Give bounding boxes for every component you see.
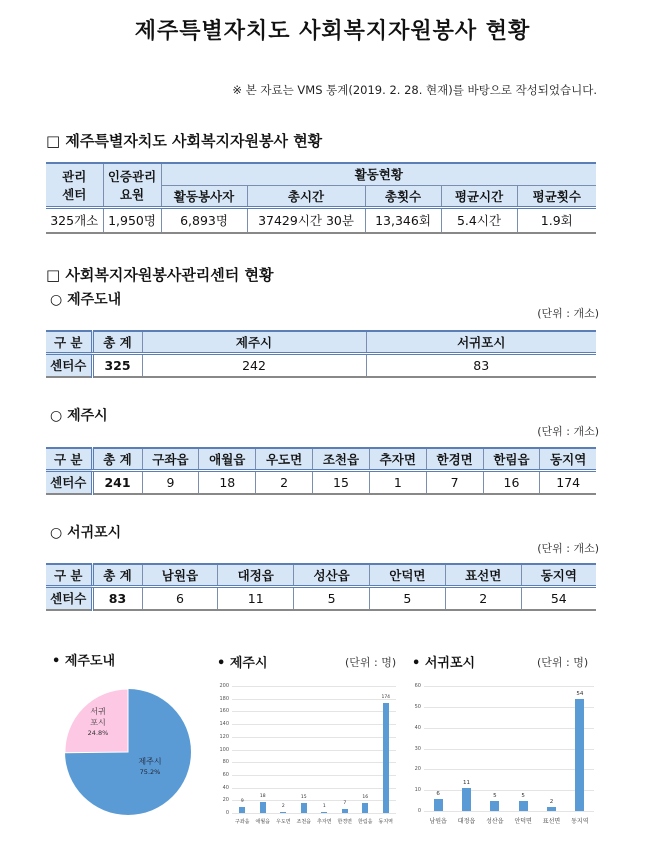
bar <box>280 812 286 813</box>
header-pyoseon: 표선면 <box>445 564 521 586</box>
pie-label-seogwipo <box>80 706 116 739</box>
cell-udo: 2 <box>256 470 313 494</box>
subheading-jeju-si: ○ 제주시 <box>50 408 108 424</box>
y-tick-label: 30 <box>414 745 421 752</box>
pie-pct-seogwipo: 24.8% <box>87 729 109 737</box>
bar <box>239 807 245 813</box>
header-andeok: 안덕면 <box>369 564 445 586</box>
header-namwon: 남원읍 <box>142 564 218 586</box>
page-title: 제주특별자치도 사회복지자원봉사 현황 <box>134 19 531 44</box>
subheading-seogwipo-si: ○ 서귀포시 <box>50 525 122 541</box>
jeju-bar-chart <box>219 682 400 825</box>
gridline <box>232 813 396 814</box>
cell-andeok: 5 <box>369 586 445 610</box>
cell-dong: 54 <box>521 586 596 610</box>
row-label: 센터수 <box>46 470 92 494</box>
cell-pyoseon: 2 <box>445 586 521 610</box>
header-hallim: 한림읍 <box>483 448 540 470</box>
y-tick-label: 180 <box>219 695 229 702</box>
seogwipo-bar-title: • 서귀포시 <box>412 656 476 671</box>
seogwipo-bar-chart <box>410 682 595 827</box>
cell-total: 325 <box>92 353 142 377</box>
header-hangyeong: 한경면 <box>426 448 483 470</box>
cell-total-hours: 37429시간 30분 <box>247 207 365 233</box>
cell-volunteers: 6,893명 <box>161 207 247 233</box>
cell-hangyeong: 7 <box>426 470 483 494</box>
y-tick-label: 20 <box>414 766 421 773</box>
gridline <box>424 707 594 708</box>
header-category: 구 분 <box>46 564 92 586</box>
bar <box>490 801 499 811</box>
x-axis-label: 남원읍 <box>429 818 447 825</box>
cell-jocheon: 15 <box>313 470 370 494</box>
header-avg-hours: 평균시간 <box>441 185 517 207</box>
bar <box>321 812 327 813</box>
cell-total-count: 13,346회 <box>365 207 441 233</box>
cell-daejeong: 11 <box>218 586 294 610</box>
header-seongsan: 성산읍 <box>294 564 370 586</box>
bar <box>575 699 584 812</box>
pie-label-jeju <box>130 756 170 778</box>
bar-value-label: 5 <box>521 792 525 799</box>
section-heading-overview: □ 제주특별자치도 사회복지자원봉사 현황 <box>46 132 323 150</box>
gridline <box>424 790 594 791</box>
jeju-bar-title: • 제주시 <box>217 656 268 671</box>
section-heading-centers: □ 사회복지자원봉사관리센터 현황 <box>46 266 274 284</box>
x-axis-label: 동지역 <box>571 818 589 825</box>
pie-chart-title: • 제주도내 <box>52 654 116 669</box>
y-tick-label: 100 <box>219 746 229 753</box>
cell-total: 83 <box>92 586 142 610</box>
x-axis-label: 대정읍 <box>457 818 476 825</box>
header-dong: 동지역 <box>540 448 596 470</box>
x-axis-label: 성산읍 <box>486 818 504 825</box>
y-tick-label: 0 <box>417 808 421 814</box>
x-axis-label: 구좌읍 <box>235 819 250 825</box>
y-tick-label: 60 <box>222 771 229 778</box>
header-total-count: 총횟수 <box>365 185 441 207</box>
x-axis-label: 우도면 <box>276 819 291 825</box>
bar <box>260 802 266 813</box>
pie-pct-jeju: 75.2% <box>139 768 161 776</box>
gridline <box>232 762 396 763</box>
unit-label: (단위 : 개소) <box>537 542 599 555</box>
y-tick-label: 80 <box>222 759 229 766</box>
bar <box>519 801 528 811</box>
gridline <box>232 788 396 789</box>
y-tick-label: 160 <box>219 708 229 715</box>
bar <box>362 803 368 813</box>
overview-table <box>46 162 596 234</box>
header-chuja: 추자면 <box>369 448 426 470</box>
gridline <box>232 737 396 738</box>
y-tick-label: 0 <box>225 810 229 816</box>
bar-value-label: 11 <box>463 780 470 787</box>
cell-total: 241 <box>92 470 142 494</box>
cell-staff: 1,950명 <box>103 207 161 233</box>
seogwipo-bar-unit: (단위 : 명) <box>537 656 589 669</box>
x-axis-label: 애월읍 <box>255 819 270 825</box>
header-total: 총 계 <box>92 564 142 586</box>
header-center-line1: 관리 <box>62 168 87 184</box>
header-avg-count: 평균횟수 <box>517 185 596 207</box>
cell-aewol: 18 <box>199 470 256 494</box>
gridline <box>232 711 396 712</box>
cell-jeju-si: 242 <box>142 353 366 377</box>
header-total: 총 계 <box>92 448 142 470</box>
header-daejeong: 대정읍 <box>218 564 294 586</box>
y-tick-label: 60 <box>414 683 421 689</box>
header-staff <box>103 163 161 207</box>
y-tick-label: 10 <box>414 787 421 794</box>
header-category: 구 분 <box>46 331 92 353</box>
cell-dong: 174 <box>540 470 596 494</box>
header-category: 구 분 <box>46 448 92 470</box>
x-axis-label: 추자면 <box>317 819 332 825</box>
bar-value-label: 2 <box>549 798 554 805</box>
header-center <box>46 163 103 207</box>
header-total: 총 계 <box>92 331 142 353</box>
gridline <box>424 686 594 687</box>
y-tick-label: 140 <box>219 721 229 728</box>
bar-value-label: 54 <box>576 690 584 697</box>
cell-seogwipo-si: 83 <box>366 353 596 377</box>
jeju-bar-unit: (단위 : 명) <box>345 656 397 669</box>
gridline <box>232 686 396 687</box>
cell-avg-count: 1.9회 <box>517 207 596 233</box>
bar <box>383 703 389 813</box>
source-note: ※ 본 자료는 VMS 통계(2019. 2. 28. 현재)를 바탕으로 작성되었습니다. <box>232 83 597 97</box>
pie-label-jeju-text: 제주시 <box>138 757 162 766</box>
bar-value-label: 5 <box>493 792 497 799</box>
y-tick-label: 40 <box>414 724 421 731</box>
bar <box>342 809 348 813</box>
x-axis-label: 표선면 <box>542 818 561 825</box>
row-label: 센터수 <box>46 586 92 610</box>
header-gujwa: 구좌읍 <box>142 448 199 470</box>
cell-hallim: 16 <box>483 470 540 494</box>
gridline <box>424 728 594 729</box>
cell-namwon: 6 <box>142 586 218 610</box>
y-tick-label: 20 <box>222 797 229 804</box>
gridline <box>424 811 594 812</box>
bar-value-label: 15 <box>300 795 307 801</box>
bar-value-label: 16 <box>362 794 369 800</box>
bar-value-label: 1 <box>322 804 326 810</box>
header-staff-line1: 인증관리 <box>107 168 157 184</box>
gridline <box>232 750 396 751</box>
bar <box>547 807 556 811</box>
bar-value-label: 174 <box>381 694 391 700</box>
gridline <box>424 749 594 750</box>
header-staff-line2: 요원 <box>119 186 145 202</box>
cell-seongsan: 5 <box>294 586 370 610</box>
y-tick-label: 200 <box>219 683 229 689</box>
cell-centers: 325개소 <box>46 207 103 233</box>
gridline <box>424 769 594 770</box>
header-seogwipo-si: 서귀포시 <box>366 331 596 353</box>
x-axis-label: 한림읍 <box>358 819 373 825</box>
header-aewol: 애월읍 <box>199 448 256 470</box>
cell-avg-hours: 5.4시간 <box>441 207 517 233</box>
header-center-line2: 센터 <box>62 186 87 202</box>
x-axis-label: 한경면 <box>337 819 352 825</box>
y-tick-label: 40 <box>222 784 229 791</box>
x-axis-label: 조천읍 <box>296 819 311 825</box>
jeju-do-table <box>46 330 596 378</box>
header-dong: 동지역 <box>521 564 596 586</box>
unit-label: (단위 : 개소) <box>537 425 599 438</box>
pie-label-seogwipo-line2: 포시 <box>90 718 106 727</box>
bar <box>462 788 471 811</box>
bar-value-label: 9 <box>240 799 244 805</box>
pie-chart <box>64 688 192 816</box>
header-jeju-si: 제주시 <box>142 331 366 353</box>
y-tick-label: 50 <box>414 703 421 710</box>
y-tick-label: 120 <box>219 733 229 740</box>
bar-value-label: 18 <box>259 793 266 799</box>
cell-gujwa: 9 <box>142 470 199 494</box>
jeju-si-table <box>46 447 596 495</box>
header-udo: 우도면 <box>256 448 313 470</box>
gridline <box>232 724 396 725</box>
gridline <box>232 800 396 801</box>
header-activity: 활동현황 <box>161 163 596 185</box>
gridline <box>232 775 396 776</box>
bar-value-label: 2 <box>281 803 285 809</box>
x-axis-label: 안덕면 <box>514 818 532 825</box>
unit-label: (단위 : 개소) <box>537 307 599 320</box>
pie-label-seogwipo-line1: 서귀 <box>90 707 106 716</box>
bar <box>301 803 307 813</box>
bar-value-label: 7 <box>343 800 347 806</box>
row-label: 센터수 <box>46 353 92 377</box>
bar-value-label: 6 <box>436 790 440 797</box>
gridline <box>232 699 396 700</box>
cell-chuja: 1 <box>369 470 426 494</box>
header-total-hours: 총시간 <box>247 185 365 207</box>
seogwipo-si-table <box>46 563 596 611</box>
header-volunteers: 활동봉사자 <box>161 185 247 207</box>
x-axis-label: 동지역 <box>378 819 393 825</box>
bar <box>434 799 443 812</box>
header-jocheon: 조천읍 <box>313 448 370 470</box>
subheading-jeju-do: ○ 제주도내 <box>50 292 122 308</box>
